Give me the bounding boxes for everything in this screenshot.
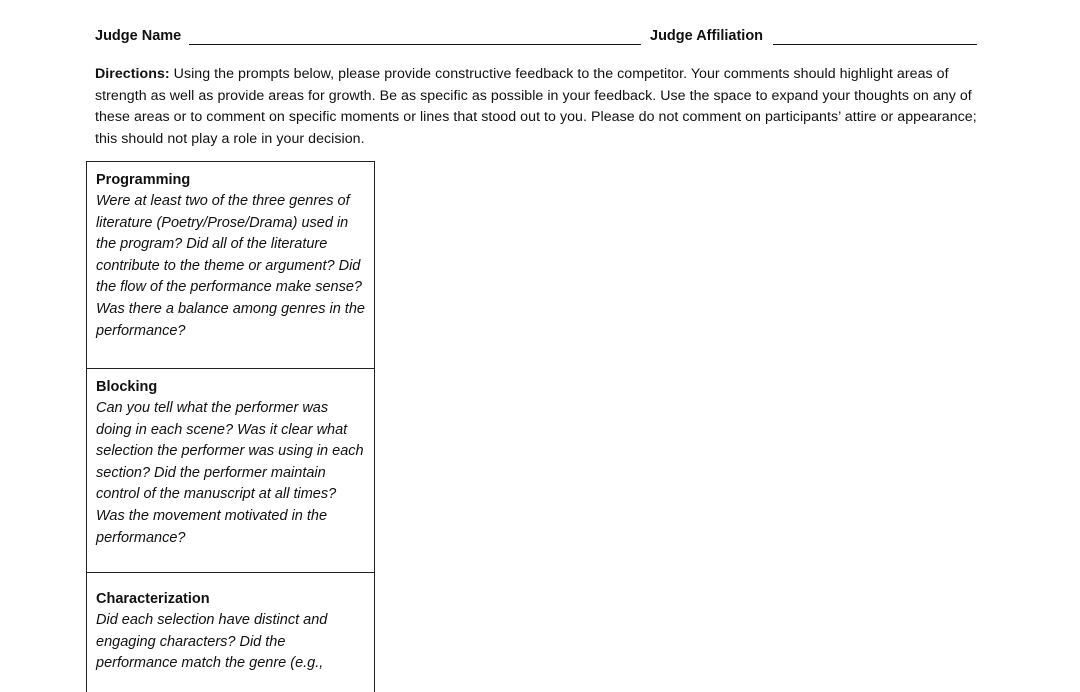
directions-label: Directions:: [95, 66, 170, 82]
section-title: Programming: [96, 172, 191, 188]
directions-text: Using the prompts below, please provide constructive feedback to the competitor. Your comments should highlight areas of strength as well as provide areas for growth. Be as specific as possible in your feedback. Use the space to expand your thoughts on any of these areas or to comment on specific moments or lines that stood out to you. Please do not comment on participants’ attire or appearance; this should not play a role in your decision.: [95, 66, 977, 147]
section-prompt: Were at least two of the three genres of literature (Poetry/Prose/Drama) used in the program? Did all of the literature contribute to the theme or argument? Did the flow of the performance make sense? Was there a balance among genres in the performance?: [96, 193, 365, 339]
rubric-section-programming: [87, 162, 374, 368]
directions-paragraph: [95, 64, 980, 150]
judge-name-label: Judge Name: [95, 28, 182, 44]
rubric-section-blocking: [87, 368, 374, 572]
section-title: Characterization: [96, 591, 210, 607]
rubric-table: [86, 161, 375, 692]
judge-affiliation-label: Judge Affiliation: [650, 28, 764, 44]
rubric-section-characterization: [87, 572, 374, 692]
section-prompt: Did each selection have distinct and engaging characters? Did the performance match the genre (e.g.,: [96, 612, 328, 672]
judge-name-field[interactable]: [189, 44, 641, 45]
section-prompt: Can you tell what the performer was doing in each scene? Was it clear what selection the performer was using in each section? Did the performer maintain control of the manuscript at all times? Was the movement motivated in the performance?: [96, 400, 364, 546]
section-title: Blocking: [96, 379, 158, 395]
judge-affiliation-field[interactable]: [773, 44, 977, 45]
judge-header: [95, 28, 980, 50]
